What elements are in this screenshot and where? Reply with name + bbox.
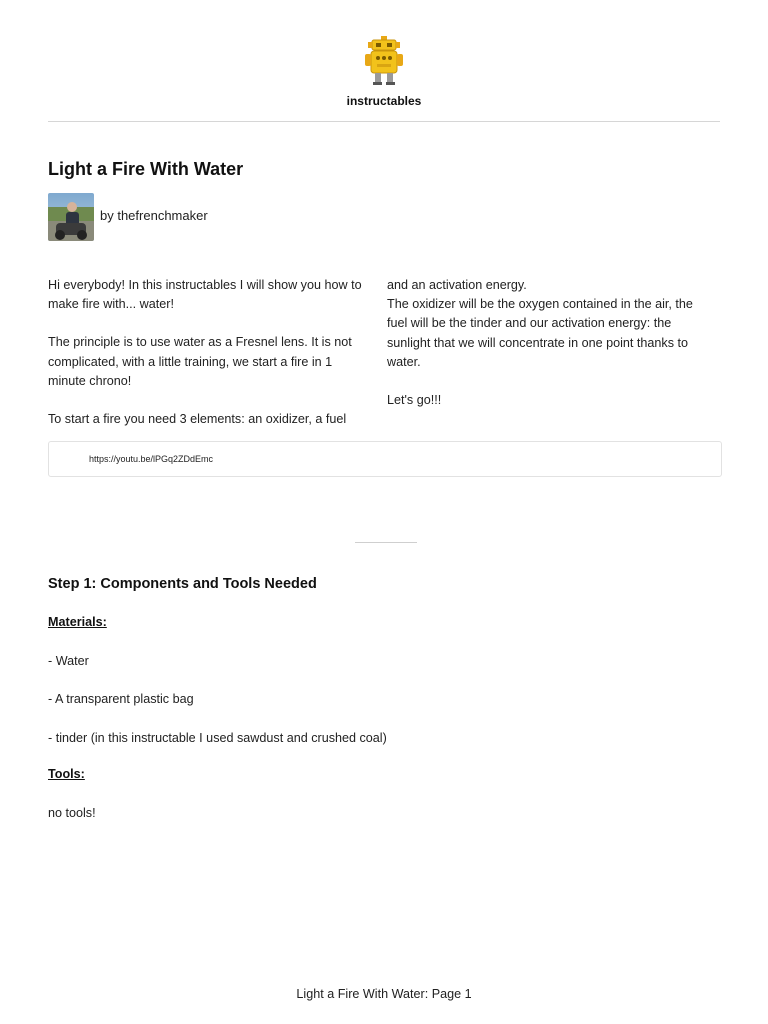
brand-name: instructables (346, 94, 422, 108)
author-avatar[interactable] (48, 193, 94, 241)
author-name[interactable]: by thefrenchmaker (100, 208, 208, 223)
video-embed-box[interactable] (48, 441, 722, 477)
intro-paragraph: and an activation energy. (387, 278, 527, 292)
intro-column-right (387, 276, 707, 410)
intro-paragraph: The oxidizer will be the oxygen contained in the air, the fuel will be the tinder and our activation energy: the sunlight that we will concentrate in one point thanks to water. (387, 297, 693, 369)
intro-paragraph: To start a fire you need 3 elements: an oxidizer, a fuel (48, 412, 347, 427)
article-title: Light a Fire With Water (48, 159, 244, 179)
intro-paragraph: Hi everybody! In this instructables I will show you how to make fire with... water! (48, 278, 362, 312)
intro-paragraph: The principle is to use water as a Fresnel lens. It is not complicated, with a little training, we start a fire in 1 minute chrono! (48, 335, 352, 388)
header-divider (48, 121, 720, 122)
instructables-robot-icon (359, 32, 409, 88)
step-title: Step 1: Components and Tools Needed (48, 576, 317, 592)
materials-heading: Materials: (48, 615, 107, 629)
intro-paragraph: Let's go!!! (387, 393, 442, 408)
materials-item: - tinder (in this instructable I used sawdust and crushed coal) (48, 731, 387, 745)
tools-text: no tools! (48, 806, 96, 820)
materials-item: - Water (48, 654, 89, 668)
materials-item: - A transparent plastic bag (48, 692, 194, 706)
tools-heading: Tools: (48, 767, 85, 781)
section-divider (355, 542, 417, 543)
video-link[interactable]: https://youtu.be/lPGq2ZDdEmc (89, 454, 214, 464)
page-footer: Light a Fire With Water: Page 1 (296, 987, 472, 1001)
intro-column-left (48, 276, 370, 429)
